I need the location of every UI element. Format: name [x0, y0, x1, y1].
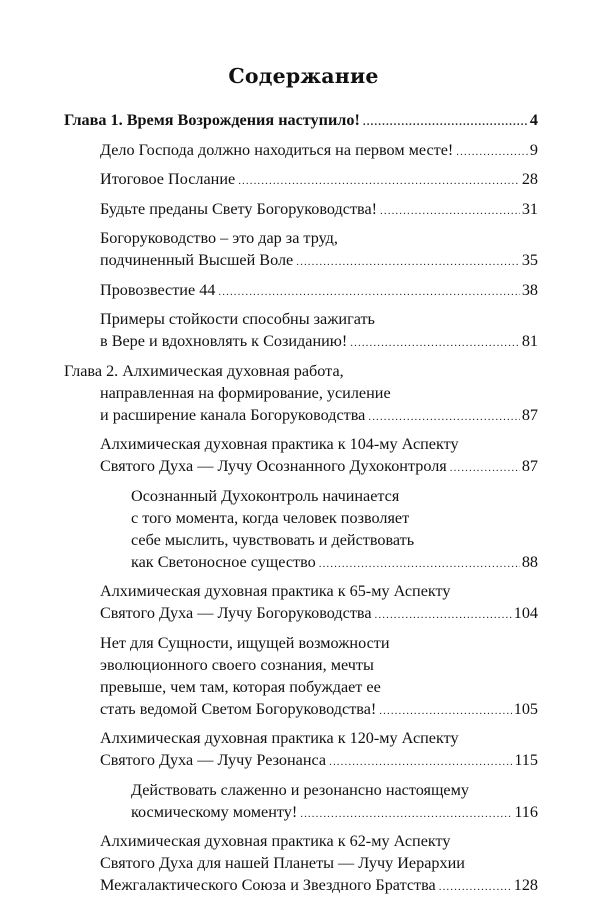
toc-entry-text-line: Алхимическая духовная практика к 104-му Аспекту — [100, 435, 459, 453]
dot-leader — [350, 332, 520, 354]
dot-leader — [363, 111, 528, 133]
toc-entry[interactable] — [64, 830, 538, 898]
toc-entry-text-line: Глава 2. Алхимическая духовная работа, — [64, 361, 344, 380]
dot-leader — [456, 141, 528, 163]
toc-entry-text-line: Осознанный Духоконтроль начинается — [131, 486, 400, 505]
toc-entry[interactable] — [64, 433, 538, 479]
toc-entry-text-line: Межгалактического Союза и Звездного Братства — [100, 876, 436, 894]
toc-entry-text-line: Провозвестие 44 — [100, 280, 216, 299]
toc-entry[interactable] — [64, 485, 538, 575]
toc-entry-text-line: Нет для Сущности, ищущей возможности — [100, 633, 390, 652]
toc-entry-text-line: направленная на формирование, усиление — [100, 383, 391, 402]
toc-entry-text-line: Святого Духа — Лучу Осознанного Духоконтроля — [100, 457, 447, 475]
dot-leader — [375, 604, 512, 626]
toc-entry-text-line: Алхимическая духовная практика к 62-му Аспекту — [100, 832, 451, 850]
toc-entry[interactable] — [64, 139, 538, 163]
toc-entry[interactable] — [64, 198, 538, 222]
toc-page-number: 88 — [521, 552, 538, 571]
toc-entry[interactable] — [64, 308, 538, 354]
dot-leader — [450, 457, 520, 479]
toc-entry-text-line: превыше, чем там, которая побуждает ее — [100, 677, 381, 696]
dot-leader — [300, 803, 512, 825]
toc-entry-text-line: Итоговое Послание — [100, 170, 236, 188]
dot-leader — [368, 406, 519, 428]
toc-entry[interactable] — [64, 580, 538, 626]
toc-page-number: 104 — [513, 604, 538, 622]
toc-entry-text-line: Святого Духа — Лучу Богоруководства — [100, 604, 372, 622]
toc-page-number: 128 — [513, 876, 538, 894]
dot-leader — [296, 251, 520, 273]
toc-entry[interactable] — [64, 779, 538, 825]
toc-entry-text-line: Алхимическая духовная практика к 120-му Аспекту — [100, 729, 459, 747]
dot-leader — [238, 170, 520, 192]
toc-entry-text-line: Примеры стойкости способны зажигать — [100, 310, 375, 328]
toc-entry-text-line: Святого Духа — Лучу Резонанса — [100, 751, 327, 769]
toc-entry-text-line: Действовать слаженно и резонансно настоящему — [131, 780, 469, 799]
dot-leader — [218, 281, 519, 303]
toc-entry-text-line: Глава 1. Время Возрождения наступило! — [64, 111, 360, 129]
toc-page-number: 38 — [521, 280, 538, 299]
toc-page-number: 87 — [521, 457, 538, 475]
dot-leader — [379, 700, 511, 722]
toc-page-number: 87 — [521, 405, 538, 424]
dot-leader — [329, 751, 512, 773]
toc-entry-text-line: Святого Духа для нашей Планеты — Лучу Иерархии — [100, 854, 465, 872]
toc-page-number: 31 — [521, 199, 538, 218]
toc-entry-text-line: Будьте преданы Свету Богоруководства! — [100, 199, 378, 218]
toc-page-number: 28 — [521, 170, 538, 188]
toc-entry-text-line: как Светоносное существо — [131, 552, 316, 571]
toc-entry[interactable] — [64, 632, 538, 722]
toc-entry-text-line: Богоруководство – это дар за труд, — [100, 229, 338, 247]
toc-entry[interactable] — [64, 227, 538, 273]
toc-page-number: 4 — [529, 111, 538, 129]
toc-entry-text-line: космическому моменту! — [131, 802, 298, 821]
toc-chapter-entry[interactable] — [64, 109, 538, 133]
toc-chapter-entry[interactable] — [64, 360, 538, 428]
toc-page-number: 105 — [513, 699, 538, 718]
toc-entry-text-line: стать ведомой Светом Богоруководства! — [100, 699, 377, 718]
toc-entry[interactable] — [64, 168, 538, 192]
toc-page-number: 115 — [514, 751, 538, 769]
toc-entry[interactable] — [64, 727, 538, 773]
dot-leader — [319, 553, 520, 575]
dot-leader — [380, 200, 520, 222]
toc-entry-text-line: в Вере и вдохновлять к Созиданию! — [100, 332, 348, 350]
toc-entry-text-line: и расширение канала Богоруководства — [100, 405, 366, 424]
page-title: Содержание — [228, 64, 379, 88]
toc-entry-text-line: Дело Господа должно находиться на первом месте! — [100, 140, 454, 159]
dot-leader — [439, 876, 512, 898]
toc-page-number: 81 — [521, 332, 538, 350]
toc-page-number: 116 — [514, 802, 538, 821]
toc-entry-text-line: эволюционного своего сознания, мечты — [100, 655, 374, 674]
toc-entry[interactable] — [64, 279, 538, 303]
toc-entry-text-line: Алхимическая духовная практика к 65-му Аспекту — [100, 582, 451, 600]
toc-entry-text-line: подчиненный Высшей Воле — [100, 251, 294, 269]
toc-page-number: 9 — [529, 140, 538, 159]
table-of-contents — [64, 109, 538, 904]
toc-entry-text-line: с того момента, когда человек позволяет — [131, 508, 410, 527]
toc-entry-text-line: себе мыслить, чувствовать и действовать — [131, 530, 415, 549]
toc-page-number: 35 — [521, 251, 538, 269]
